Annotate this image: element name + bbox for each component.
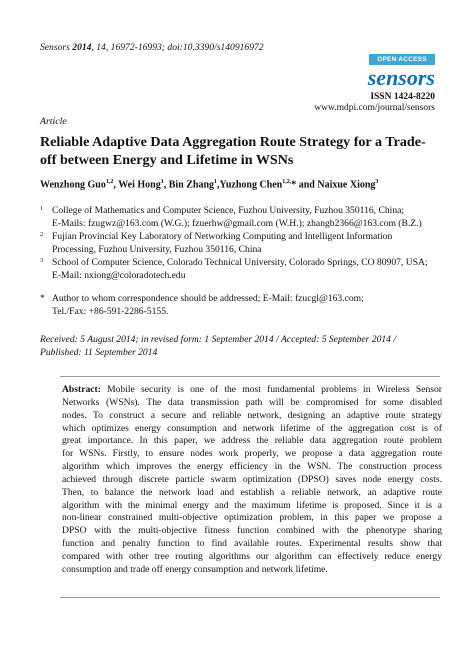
author-affiliation-marker: 1,2, [282,179,292,185]
affiliation-number: 3 [40,257,44,264]
abstract-line: great importance. In this paper, we address the reliable data aggregation route problem [62,435,442,447]
author-affiliation-marker: 1 [214,179,218,185]
affiliation-line: School of Computer Science, Colorado Technical University, Colorado Springs, CO 80907, USA; [52,257,428,268]
journal-url[interactable]: www.mdpi.com/journal/sensors [314,103,435,113]
issn: ISSN 1424-8220 [370,92,435,102]
correspondence-marker: * [40,293,45,304]
author-separator: , [217,179,220,191]
dates-line: Published: 11 September 2014 [40,346,158,358]
abstract [62,384,442,577]
abstract-line: achieved through discrete particle swarm optimization (DPSO) saves node energy costs. [62,473,442,485]
paper-title: Reliable Adaptive Data Aggregation Route Strategy for a Trade-off between Energy and Lifetime in WSNs [40,134,426,168]
affiliation-number: 2 [40,231,44,238]
author-separator: , [113,179,119,191]
author-name: Yuzhong Chen [219,179,283,191]
affiliation-line: College of Mathematics and Computer Science, Fuzhou University, Fuzhou 350116, China; [52,205,405,216]
journal-logo: sensors [367,65,435,90]
abstract-first-line: Mobile security is one of the most fundamental problems in Wireless Sensor [100,384,442,395]
abstract-line: which optimizes energy consumption and network lifetime of the aggregation cost is of [62,422,442,434]
author-separator: and [296,179,318,191]
citation-journal: Sensors [40,42,70,53]
author-name: Naixue Xiong [317,179,376,191]
citation-rest: , 14, 16972-16993; doi:10.3390/s140916972 [91,42,264,53]
author-name: Bin Zhang [168,179,215,191]
author-list [40,179,440,190]
dates-line: Received: 5 August 2014; in revised form: 1 September 2014 / Accepted: 5 September 2014 / [40,334,397,345]
correspondence-note [40,293,440,318]
abstract-line: compared with other tree routing algorithms our algorithm can effectively reduce energy [62,550,442,562]
author-affiliation-marker: 1 [160,179,164,185]
abstract-line [62,384,442,397]
affiliation-line: E-Mail: nxiong@coloradotech.edu [52,269,186,281]
abstract-line: DPSO with the multi-objective fitness function combined with the phenotype sharing [62,525,442,537]
author-affiliation-marker: 1,2 [105,179,114,185]
affiliation-line: Fujian Provincial Key Laboratory of Networking Computing and Intelligent Information [52,231,393,242]
abstract-line: function and penalty function to find available routes. Experimental results show that [62,538,442,550]
abstract-line: non-linear constrained multi-objective optimization problem, in this paper we propose a [62,512,442,524]
publication-dates [40,334,440,359]
affiliation-number: 1 [40,205,44,212]
abstract-label: Abstract: [62,384,101,395]
abstract-line: Then, to balance the network load and establish a reliable network, an adaptive route [62,486,442,498]
abstract-line: algorithm which improves the energy efficiency in the WSN. The construction process [62,461,442,473]
affiliation-3 [40,257,440,282]
abstract-line: for WSNs. Firstly, to ensure nodes work properly, we propose a data aggregation route [62,448,442,460]
corresponding-author-marker: * [291,179,297,191]
affiliation-line: Processing, Fuzhou University, Fuzhou 350116, China [52,243,262,255]
abstract-line: nodes. To construct a secure and reliable network, designing an adaptive route strategy [62,409,442,421]
author-affiliation-marker: 3 [375,179,379,185]
author-name: Wei Hong [118,179,161,191]
author-name: Wenzhong Guo [40,179,106,191]
abstract-line: consumption and trade off energy consumption and network lifetime. [62,563,328,575]
abstract-line: Networks (WSNs). The data transmission path will be compromised for some disabled [62,396,442,408]
author-separator: , [163,179,169,191]
correspondence-line: Tel./Fax: +86-591-2286-5155. [52,305,169,317]
article-type: Article [40,116,67,127]
affiliation-2 [40,231,440,256]
affiliation-line: E-Mails: fzugwz@163.com (W.G.); fzuerhw@gmail.com (W.H.); zhangb2366@163.com (B.Z.) [52,217,422,229]
abstract-line: algorithm with the minimal energy and the maximum lifetime is proposed. Since it is a [62,499,442,511]
affiliation-1 [40,205,440,230]
correspondence-line: Author to whom correspondence should be addressed; E-Mail: fzucgl@163.com; [52,293,364,304]
citation-line [40,42,264,53]
citation-year: 2014 [72,42,92,53]
open-access-badge: OPEN ACCESS [369,54,435,65]
